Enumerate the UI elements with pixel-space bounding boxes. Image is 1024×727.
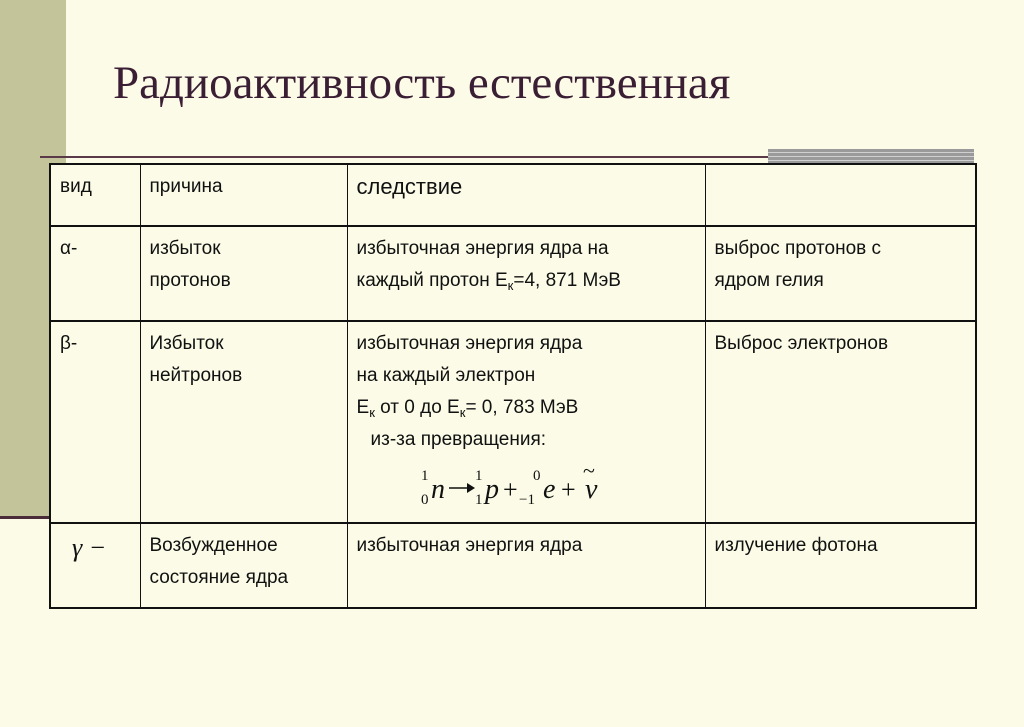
consequence-line: из-за превращения: [370, 429, 547, 450]
row-cause-alpha [140, 226, 347, 321]
table-header-row [50, 164, 976, 226]
svg-text:p: p [484, 474, 499, 505]
svg-text:1: 1 [474, 492, 482, 508]
svg-text:~: ~ [582, 464, 595, 483]
consequence-line: избыточная энергия ядра [356, 535, 583, 556]
header-consequence: следствие [347, 164, 705, 226]
row-cause-beta [140, 321, 347, 523]
svg-text:e: e [542, 474, 555, 505]
table-row-alpha [50, 226, 976, 321]
consequence-line: на каждый электрон [356, 365, 536, 386]
row-effect-alpha [705, 226, 976, 321]
neutron-decay-formula [415, 464, 697, 521]
row-consequence-gamma [347, 523, 705, 608]
effect-line: ядром гелия [714, 270, 824, 291]
row-effect-beta [705, 321, 976, 523]
svg-text:+: + [560, 475, 576, 504]
cause-line: состояние ядра [149, 567, 289, 588]
header-cause: причина [140, 164, 347, 226]
cause-line: избыток [149, 238, 221, 259]
radioactivity-table [49, 163, 977, 609]
effect-line: излучение фотона [714, 535, 878, 556]
svg-text:0: 0 [420, 492, 428, 508]
formula-graphic [415, 464, 645, 510]
slide-title: Радиоактивность естественная [113, 57, 731, 109]
row-sign-gamma [50, 523, 140, 608]
row-consequence-beta [347, 321, 705, 523]
svg-text:0: 0 [532, 468, 540, 484]
row-sign-beta: β- [50, 321, 140, 523]
consequence-line: избыточная энергия ядра на [356, 238, 609, 259]
svg-text:1: 1 [474, 468, 482, 484]
effect-line: Выброс электронов [714, 333, 889, 354]
consequence-line: каждый протон $E_к=4$, 871 МэВ [356, 270, 621, 293]
row-effect-gamma [705, 523, 976, 608]
consequence-line: $E_к$ от 0 до $E_к= 0$, 783 МэВ [356, 397, 579, 420]
row-cause-gamma [140, 523, 347, 608]
row-consequence-alpha [347, 226, 705, 321]
cause-line: Возбужденное [149, 535, 278, 556]
svg-text:+: + [502, 475, 518, 504]
table-row-gamma [50, 523, 976, 608]
header-effect [705, 164, 976, 226]
svg-text:−1: −1 [518, 492, 535, 508]
effect-line: выброс протонов с [714, 238, 882, 259]
consequence-line: избыточная энергия ядра [356, 333, 583, 354]
svg-text:1: 1 [420, 468, 428, 484]
cause-line: Избыток [149, 333, 224, 354]
gamma-symbol: γ − [72, 533, 107, 562]
cause-line: нейтронов [149, 365, 243, 386]
svg-text:n: n [430, 474, 445, 505]
header-type: вид [50, 164, 140, 226]
row-sign-alpha: α- [50, 226, 140, 321]
table-row-beta [50, 321, 976, 523]
cause-line: протонов [149, 270, 231, 291]
svg-text:ν: ν [584, 474, 597, 505]
